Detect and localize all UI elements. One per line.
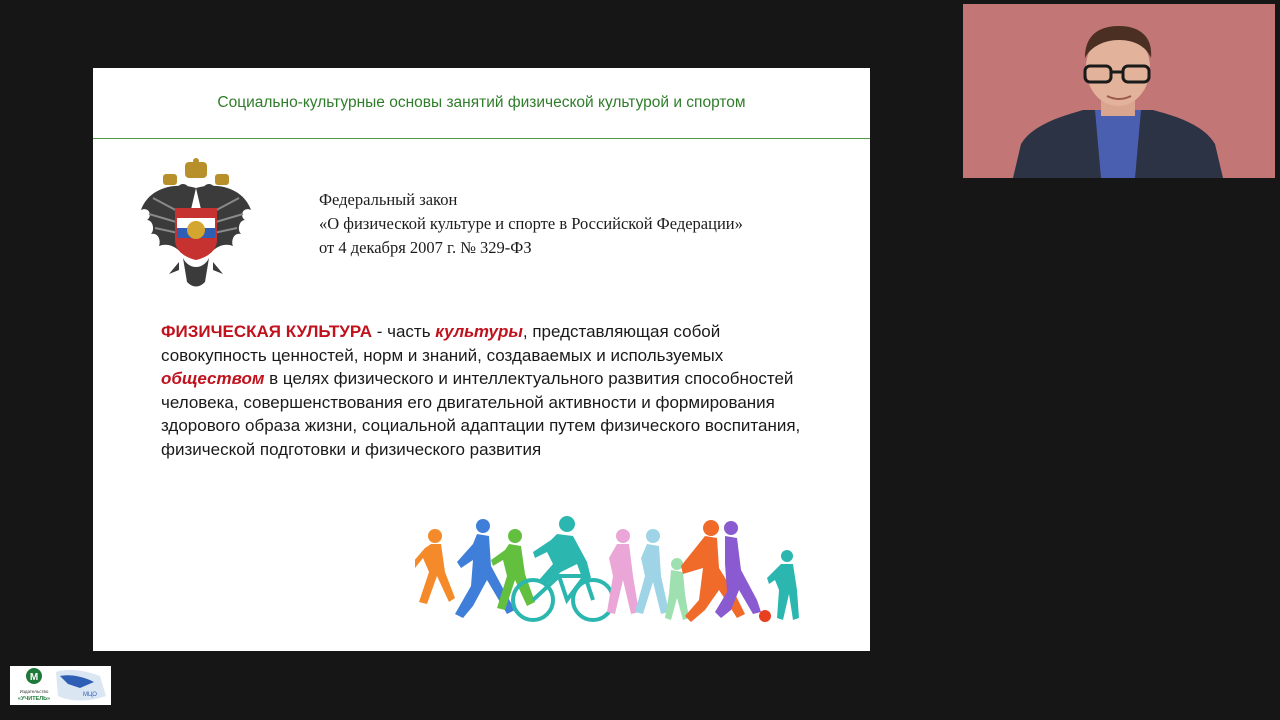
publisher-logo-mark <box>10 666 111 705</box>
logo-text-line-2: «УЧИТЕЛЬ» <box>17 696 51 702</box>
slide-header <box>93 68 870 139</box>
publisher-logo <box>10 666 111 705</box>
law-line-3: от 4 декабря 2007 г. № 329-ФЗ <box>319 238 532 257</box>
definition-term: ФИЗИЧЕСКАЯ КУЛЬТУРА <box>161 322 372 341</box>
coat-of-arms-icon <box>139 158 253 292</box>
definition-text-3: в целях физического и интеллектуального развития способностей человека, совершенствования его двигательной активности и формирования здорового образа жизни, социальной адаптации путем физического воспитания, физической подготовки и физического развития <box>161 369 801 459</box>
svg-text:M: M <box>29 672 39 683</box>
slide-title: Социально-культурные основы занятий физической культурой и спортом <box>217 94 746 111</box>
definition-emphasis-culture: культуры <box>435 322 523 341</box>
physical-culture-definition <box>161 320 821 461</box>
federal-law-citation <box>319 188 743 260</box>
definition-text-1: - часть <box>372 322 436 341</box>
presenter-figure <box>963 4 1275 178</box>
law-line-1: Федеральный закон <box>319 190 458 209</box>
definition-text-2: , представляющая собой совокупность ценностей, норм и знаний, создаваемых и используемых <box>161 322 724 365</box>
logo-text-line-1: Издательство <box>19 689 49 694</box>
law-line-2: «О физической культуре и спорте в Российской Федерации» <box>319 214 743 233</box>
logo-text-right: МЦО <box>83 692 97 698</box>
sport-figures-illustration <box>415 514 805 632</box>
presentation-slide <box>93 68 870 651</box>
definition-emphasis-society: обществом <box>161 369 265 388</box>
presenter-webcam <box>963 4 1275 178</box>
